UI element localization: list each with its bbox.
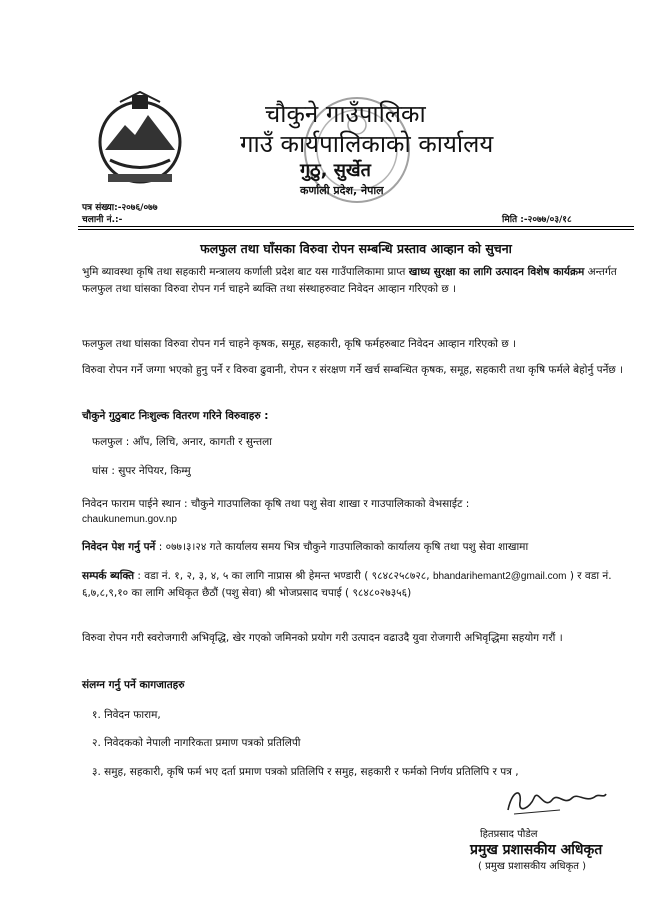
free-heading-text: चौकुने गुठुबाट निःशुल्क वितरण गरिने विरुवाहरु : [82, 410, 269, 422]
paragraph-goal: विरुवा रोपन गरी स्वरोजगारी अभिवृद्धि, खेर गएको जमिनको प्रयोग गरी उत्पादन वढाउदै युवा रोजगारी अभिवृद्धिमा सहयोग गरौं । [82, 632, 563, 644]
contact-label: सम्पर्क ब्यक्ति [82, 570, 135, 582]
fruit-list: फलफुल : आँप, लिचि, अनार, कागती र सुन्तला [92, 436, 272, 448]
signatory-designation-parenthetical: ( प्रमुख प्रशासकीय अधिकृत ) [478, 861, 587, 872]
free-distribution-heading [82, 408, 632, 425]
province-address: कर्णाली प्रदेश, नेपाल [300, 184, 384, 197]
document-item-3: ३. समुह, सहकारी, कृषि फर्म भए दर्ता प्रमाण पत्रको प्रतिलिपि र समुह, सहकारी र फर्मको निर्णय प्रतिलिपि र पत्र , [92, 766, 519, 778]
submission-info [82, 539, 632, 556]
header-divider-2 [78, 229, 634, 230]
office-location: गुठु, सुर्खेत [300, 160, 371, 181]
paragraph-intro [82, 264, 632, 298]
submission-label: निवेदन पेश गर्नु पर्ने [82, 541, 156, 553]
contact-info [82, 568, 632, 602]
signature-icon [500, 780, 610, 820]
header-divider [78, 226, 634, 227]
notice-title: फलफुल तथा घाँसका विरुवा रोपन सम्बन्धि प्रस्ताव आव्हान को सुचना [200, 241, 512, 256]
documents-heading-text: संलग्न गर्नु पर्ने कागजातहरु [82, 679, 185, 691]
letter-date: मिति :-२०७७/०३/१८ [502, 215, 572, 225]
intro-text-2: अन्तर्गत फलफुल तथा घांसका विरुवा रोपन गर्न चाहने ब्यक्ति तथा संस्थाहरुवाट निवेदन आव्हान गरिएको छ । [82, 266, 617, 295]
paragraph-conditions: विरुवा रोपन गर्ने जग्गा भएको हुनु पर्ने र विरुवा ढुवानी, रोपन र संरक्षण गर्ने खर्च सम्बन्धित कृषक, समूह, सहकारी तथा कृषि फर्मले बेहोर्नु पर्नेछ । [82, 364, 624, 376]
contact-text-1: : वडा नं. १, २, ३, ४, ५ का लागि नाप्रास श्री हेमन्त भण्डारी ( ९८४८२५८७२८, [134, 570, 430, 582]
office-name: गाउँ कार्यपालिकाको कार्यालय [240, 130, 494, 158]
dispatch-number: चलानी नं.:- [82, 215, 123, 225]
contact-text-2: ) र वडा नं. ६,७,८,९,१० का लागि अधिकृत छैठौं (पशु सेवा) श्री भोजप्रसाद चपाई ( ९८४८०२७३५६) [82, 570, 612, 599]
documents-heading [82, 677, 632, 694]
signatory-designation: प्रमुख प्रशासकीय अधिकृत [470, 842, 603, 858]
contact-email-link[interactable]: bhandarihemant2@gmail.com [432, 571, 567, 582]
intro-text-1: भुमि ब्यावस्था कृषि तथा सहकारी मन्त्रालय कर्णाली प्रदेश बाट यस गाउँपालिकामा प्राप्त [82, 266, 409, 278]
document-item-1: १. निवेदन फाराम, [92, 709, 161, 721]
submission-text: : ०७७।३।२४ गते कार्यालय समय भित्र चौकुने गाउपालिकाको कार्यालय कृषि तथा पशु सेवा शाखामा [155, 541, 529, 553]
form-location: निवेदन फाराम पाईने स्थान : चौकुने गाउपालिका कृषि तथा पशु सेवा शाखा र गाउपालिकाको वेभसाईट : [82, 498, 470, 510]
government-emblem-icon [90, 90, 190, 190]
document-item-2: २. निवेदकको नेपाली नागरिकता प्रमाण पत्रको प्रतिलिपी [92, 737, 301, 749]
signatory-name: हितप्रसाद पौडेल [480, 829, 538, 840]
grass-list: घांस : सुपर नेपियर, किम्मु [92, 465, 191, 477]
paragraph-invitation: फलफुल तथा घांसका विरुवा रोपन गर्न चाहने कृषक, समूह, सहकारी, कृषि फर्महरुबाट निवेदन आव्हान गरिएको छ । [82, 338, 517, 350]
program-name: खाध्य सुरक्षा का लागि उत्पादन विशेष कार्यक्रम [408, 266, 585, 278]
reference-number: पत्र संख्या:-२०७६/०७७ [82, 203, 158, 213]
website-link[interactable]: chaukunemun.gov.np [82, 514, 177, 525]
municipality-name: चौकुने गाउँपालिका [265, 100, 426, 128]
